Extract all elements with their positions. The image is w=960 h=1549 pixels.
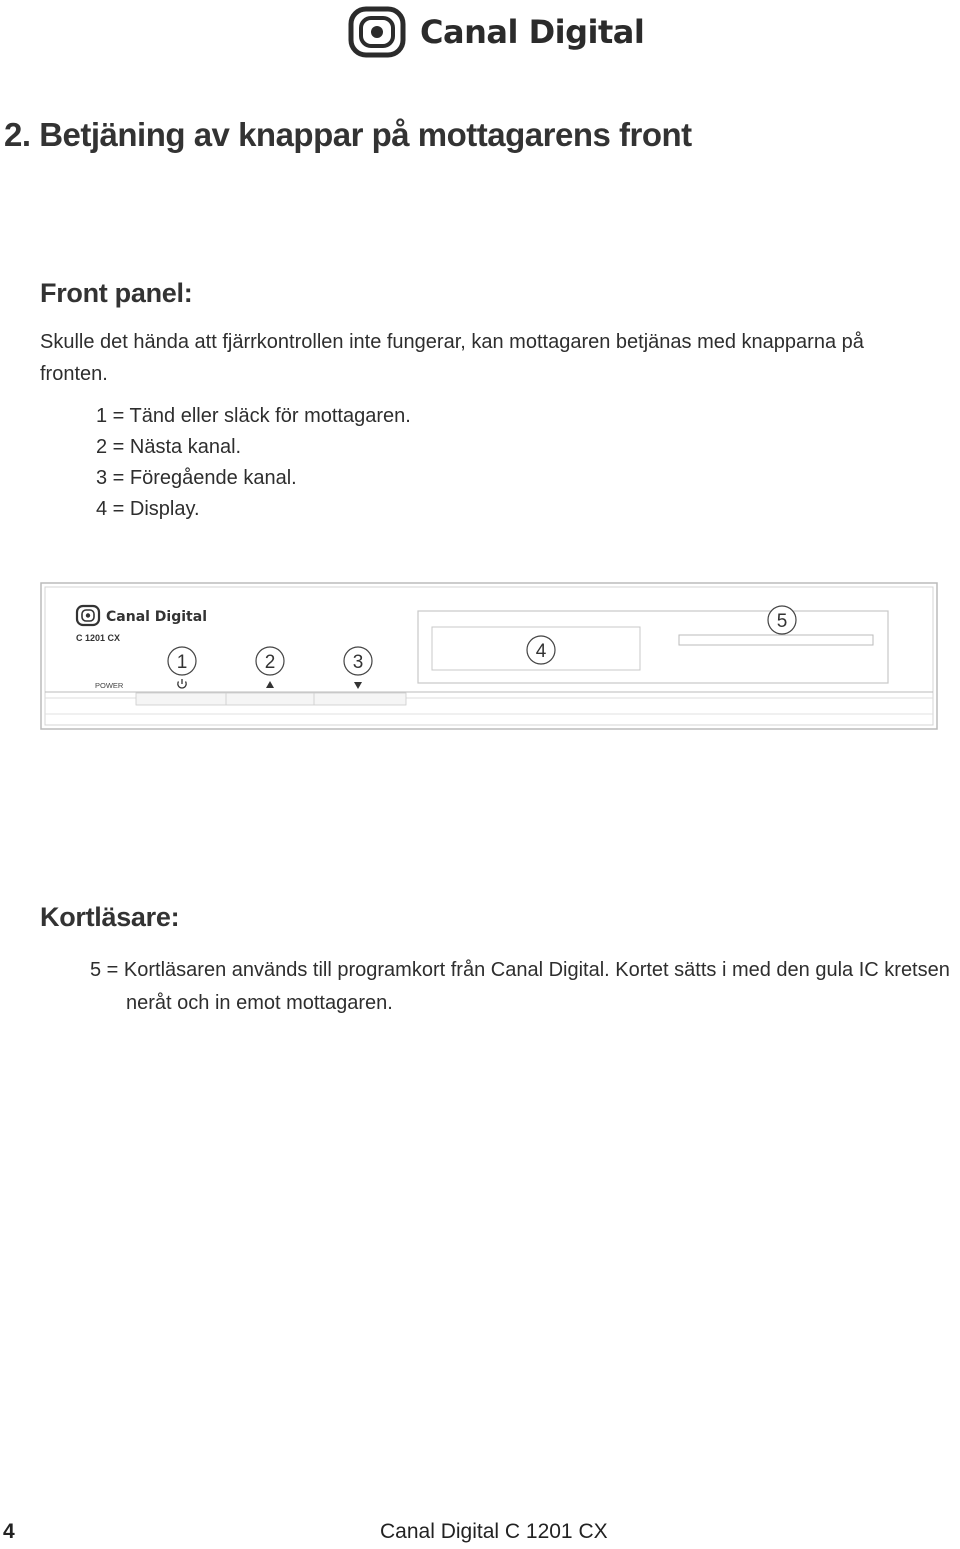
power-label: POWER [95, 681, 124, 690]
callout-label: 3 [352, 652, 364, 673]
callout-4 [527, 636, 555, 664]
brand-name: Canal Digital [420, 13, 645, 51]
receiver-front-panel [40, 580, 940, 732]
callout-3 [344, 647, 372, 675]
callout-2 [256, 647, 284, 675]
callout-5 [768, 606, 796, 634]
canal-digital-logo-icon [348, 6, 406, 58]
list-item: 4 = Display. [96, 498, 200, 520]
list-item: 3 = Föregående kanal. [96, 467, 297, 489]
callout-1 [168, 647, 196, 675]
card-slot [679, 635, 873, 645]
chapter-title: 2. Betjäning av knappar på mottagarens front [4, 116, 692, 153]
panel-brand: Canal Digital [106, 609, 207, 625]
card-reader-text: 5 = Kortläsaren används till programkort från Canal Digital. Kortet sätts i med den gula IC kretsen neråt och in emot mottagaren. [90, 959, 950, 1014]
panel-model: C 1201 CX [76, 633, 121, 643]
button-list [96, 401, 411, 525]
page-number: 4 [3, 1520, 15, 1543]
front-panel-intro: Skulle det hända att fjärrkontrollen inte fungerar, kan mottagaren betjänas med knapparna på fronten. [40, 331, 864, 385]
callout-label: 2 [264, 652, 276, 673]
list-item: 1 = Tänd eller släck för mottagaren. [96, 405, 411, 427]
callout-label: 4 [535, 641, 547, 662]
card-reader-heading: Kortläsare: [40, 902, 180, 932]
footer-model: Canal Digital C 1201 CX [380, 1520, 608, 1543]
brand-logo [348, 6, 644, 58]
callout-label: 5 [776, 611, 788, 632]
list-item: 2 = Nästa kanal. [96, 436, 242, 458]
callout-label: 1 [176, 652, 188, 673]
front-panel-heading: Front panel: [40, 278, 193, 308]
